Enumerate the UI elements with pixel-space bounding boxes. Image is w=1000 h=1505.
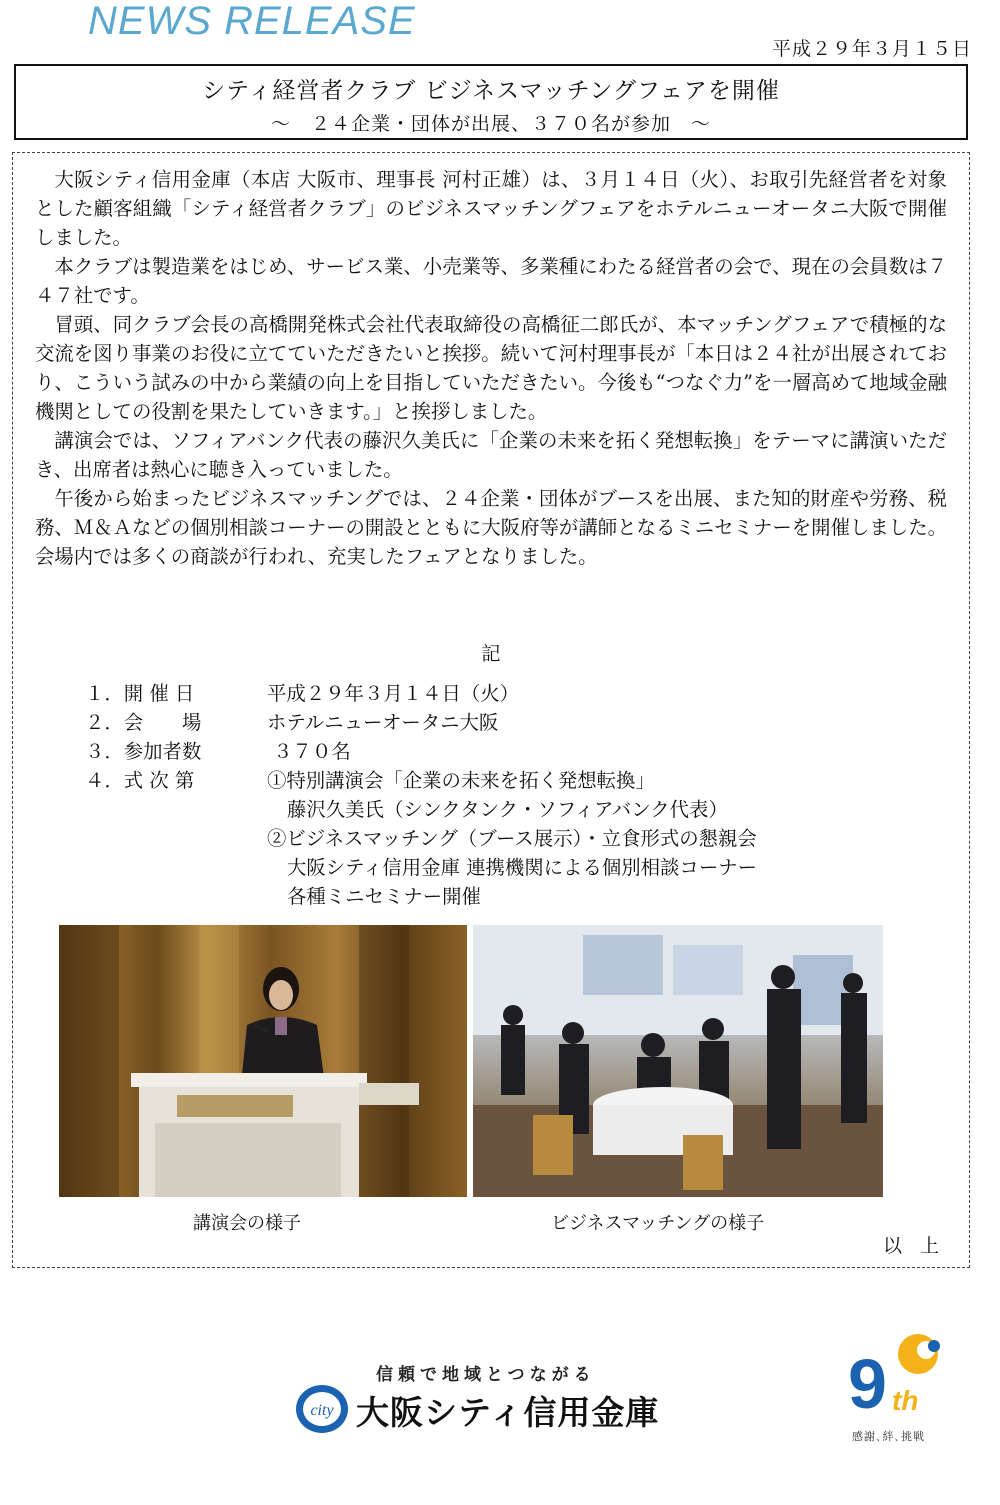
paragraph: 大阪シティ信用金庫（本店 大阪市、理事長 河村正雄）は、３月１４日（火）、お取引先経営者を対象とした顧客組織「シティ経営者クラブ」のビジネスマッチングフェアをホテルニューオータニ大阪で開催しました。 bbox=[35, 168, 947, 249]
program-line: 大阪シティ信用金庫 連携機関による個別相談コーナー bbox=[287, 856, 757, 879]
paragraph: 午後から始まったビジネスマッチングでは、２４企業・団体がブースを出展、また知的財産や労務、税務、Ｍ＆Ａなどの個別相談コーナーの開設とともに大阪府等が講師となるミニセミナーを開催しました。会場内では多くの商談が行われ、充実したフェアとなりました。 bbox=[35, 487, 947, 568]
city-mark-text: city bbox=[310, 1402, 334, 1419]
body-box bbox=[12, 152, 970, 1268]
city-mark-icon bbox=[294, 1383, 350, 1435]
paragraph: 講演会では、ソフィアバンク代表の藤沢久美氏に「企業の未来を拓く発想転換」をテーマに講演いただき、出席者は熱心に聴き入っていました。 bbox=[35, 429, 947, 481]
detail-row bbox=[85, 766, 757, 795]
detail-row bbox=[85, 679, 757, 708]
detail-label: ２．会 場 bbox=[85, 711, 202, 734]
detail-value: 平成２９年３月１４日（火） bbox=[267, 682, 520, 705]
lecture-photo bbox=[59, 925, 467, 1197]
bank-logo bbox=[294, 1383, 694, 1439]
business-matching-illustration bbox=[473, 925, 883, 1197]
page-title: シティ経営者クラブ ビジネスマッチングフェアを開催 bbox=[202, 78, 780, 104]
lecture-photo-caption: 講演会の様子 bbox=[193, 1213, 301, 1234]
release-date: 平成２９年３月１５日 bbox=[771, 38, 972, 60]
detail-row bbox=[85, 737, 757, 766]
ki-heading: 記 bbox=[481, 643, 501, 665]
page-subtitle: ～ ２４企業・団体が出展、３７０名が参加 ～ bbox=[270, 113, 711, 135]
lecture-photo-illustration bbox=[59, 925, 467, 1197]
anniversary-number: 9 bbox=[848, 1345, 887, 1423]
paragraph: 本クラブは製造業をはじめ、サービス業、小売業等、多業種にわたる経営者の会で、現在の会員数は７４７社です。 bbox=[35, 255, 947, 307]
business-matching-photo bbox=[473, 925, 883, 1197]
program-line: 各種ミニセミナー開催 bbox=[287, 885, 481, 908]
detail-label: ３．参加者数 bbox=[85, 740, 202, 763]
program-line: ②ビジネスマッチング（ブース展示）・立食形式の懇親会 bbox=[267, 827, 757, 850]
bank-name: 大阪シティ信用金庫 bbox=[356, 1393, 660, 1432]
closing-ijou: 以 上 bbox=[882, 1235, 945, 1257]
footer-slogan: 信頼で地域とつながる bbox=[376, 1365, 596, 1385]
detail-value: ①特別講演会「企業の未来を拓く発想転換」 bbox=[267, 769, 655, 792]
detail-value: ３７０名 bbox=[267, 740, 351, 763]
event-details-list bbox=[85, 679, 757, 911]
anniversary-suffix: th bbox=[892, 1385, 919, 1416]
anniversary-motto: 感謝､絆､挑戦 bbox=[852, 1430, 925, 1443]
detail-value: ホテルニューオータニ大阪 bbox=[267, 711, 499, 734]
detail-row bbox=[85, 708, 757, 737]
news-release-heading: NEWS RELEASE bbox=[88, 0, 416, 43]
detail-label: ４．式 次 第 bbox=[85, 769, 195, 792]
program-line: 藤沢久美氏（シンクタンク・ソフィアバンク代表） bbox=[287, 798, 728, 821]
matching-photo-caption: ビジネスマッチングの様子 bbox=[551, 1213, 765, 1234]
detail-label: １．開 催 日 bbox=[85, 682, 195, 705]
body-paragraphs bbox=[35, 165, 947, 571]
paragraph: 冒頭、同クラブ会長の高橋開発株式会社代表取締役の高橋征二郎氏が、本マッチングフェアで積極的な交流を図り事業のお役に立てていただきたいと挨拶。続いて河村理事長が「本日は２４社が出展されており、こういう試みの中から業績の向上を目指していただきたい。今後も“つなぐ力”を一層高めて地域金融機関としての役割を果たしていきます。」と挨拶しました。 bbox=[35, 313, 947, 423]
title-box bbox=[14, 64, 968, 140]
anniversary-9th-icon bbox=[840, 1332, 950, 1432]
